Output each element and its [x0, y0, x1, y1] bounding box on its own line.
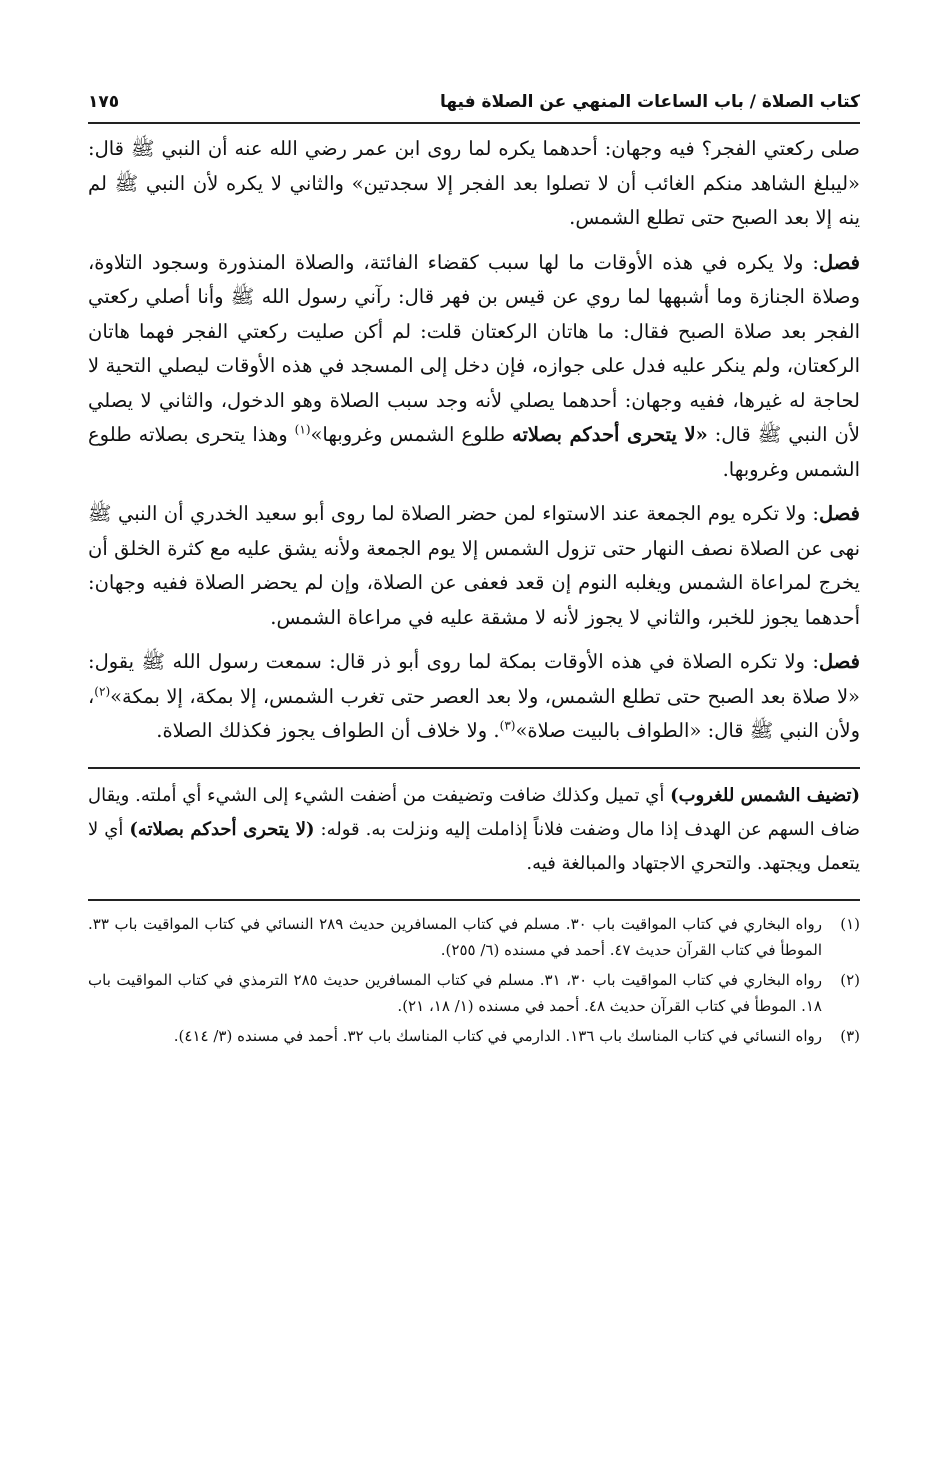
footnote-ref[interactable]: (٢) — [94, 684, 111, 698]
paragraph-text: : ولا يكره في هذه الأوقات ما لها سبب كقضاء الفائتة، والصلاة المنذورة وسجود التلاوة، وصلاة الجنازة وما أشبهها لما روي عن قيس بن فهر قال: رآني رسول الله ﷺ وأنا أصلي ركعتي الفجر بعد صلاة الصبح فقال: ما هاتان الركعتان قلت: لم أكن صليت ركعتي الفجر فهما هاتان الركعتان، ولم ينكر عليه فدل على جوازه، فإن دخل إلى المسجد في هذه الأوقات ليصلي التحية لا لحاجة له غيرها، ففيه وجهان: أحدهما يصلي لأنه وجد سبب الصلاة وهو الدخول، والثاني لا يصلي لأن النبي ﷺ قال: — [88, 250, 860, 446]
paragraph-text: . ولا خلاف أن الطواف يجوز فكذلك الصلاة. — [156, 719, 500, 742]
paragraph — [88, 246, 860, 488]
running-header — [88, 92, 860, 124]
footnote-text: رواه البخاري في كتاب المواقيت باب ٣٠. مسلم في كتاب المسافرين حديث ٢٨٩ النسائي في كتاب المواقيت باب ٣٣. الموطأ في كتاب القرآن حديث ٤٧. أحمد في مسنده (٦/ ٢٥٥). — [88, 914, 823, 959]
footnote-text: رواه النسائي في كتاب المناسك باب ١٣٦. الدارمي في كتاب المناسك باب ٣٢. أحمد في مسنده (٣/ ٤١٤). — [173, 1026, 822, 1045]
paragraph — [88, 497, 860, 635]
paragraph-text: وهذا يتحرى بصلاته طلوع الشمس وغروبها. — [88, 423, 860, 481]
main-text — [88, 132, 860, 749]
section-lead: فصل — [819, 502, 860, 525]
paragraph — [88, 645, 860, 749]
footnote-number: (١) — [840, 914, 861, 933]
footnote-number: (٢) — [840, 970, 861, 989]
gloss-term: (لا يتحرى أحدكم بصلاته) — [129, 818, 315, 840]
footnote — [88, 967, 860, 1019]
paragraph-text: : ولا تكره يوم الجمعة عند الاستواء لمن حضر الصلاة لما روى أبو سعيد الخدري أن النبي ﷺ نهى عن الصلاة نصف النهار حتى تزول الشمس إلا يوم الجمعة ولأنه يشق عليه مع كثرة الخلق أن يخرج لمراعاة الشمس ويغلبه النوم إن قعد فعفى عن الصلاة، وإن لم يحضر الصلاة ففيه وجهان: أحدهما يجوز للخبر، والثاني لا يجوز لأنه لا مشقة عليه في مراعاة الشمس. — [88, 502, 860, 629]
paragraph-text: : ولا تكره الصلاة في هذه الأوقات بمكة لما روى أبو ذر قال: سمعت رسول الله ﷺ يقول: «لا صلاة بعد الصبح حتى تطلع الشمس، ولا بعد العصر حتى تغرب الشمس، إلا بمكة، إلا بمكة» — [88, 650, 860, 708]
paragraph-text: طلوع الشمس وغروبها» — [310, 423, 513, 446]
footnote-text: رواه البخاري في كتاب المواقيت باب ٣٠، ٣١. مسلم في كتاب المسافرين حديث ٢٨٥ الترمذي في كتاب المواقيت باب ١٨. الموطأ في كتاب القرآن حديث ٤٨. أحمد في مسنده (١/ ١٨، ٢١). — [88, 970, 823, 1015]
paragraph-text: صلى ركعتي الفجر؟ فيه وجهان: أحدهما يكره لما روى ابن عمر رضي الله عنه أن النبي ﷺ قال: «ليبلغ الشاهد منكم الغائب أن لا تصلوا بعد الفجر إلا سجدتين» والثاني لا يكره لأن النبي ﷺ لم ينه إلا بعد الصبح حتى تطلع الشمس. — [88, 137, 860, 229]
gloss-term: (تضيف الشمس للغروب) — [670, 784, 861, 806]
footnote-ref[interactable]: (٣) — [499, 718, 516, 733]
section-lead: فصل — [819, 650, 860, 673]
divider — [88, 767, 860, 769]
chapter-title: كتاب الصلاة / باب الساعات المنهي عن الصلاة فيها — [439, 92, 860, 112]
page-number: ١٧٥ — [88, 92, 120, 112]
gloss-text: أي تميل وكذلك ضافت وتضيفت من أضفت الشيء إلى الشيء أي أملته. ويقال ضاف السهم عن الهدف إذا مال وضفت فلاناً إذاملت إليه ونزلت به. قوله: — [88, 784, 860, 840]
hadith-bold: «لا يتحرى أحدكم بصلاته — [512, 423, 708, 446]
paragraph — [88, 132, 860, 236]
footnote — [88, 911, 860, 963]
footnotes — [88, 911, 860, 1049]
book-page — [88, 92, 860, 1053]
footnote-number: (٣) — [840, 1026, 860, 1045]
footnote-ref[interactable]: (١) — [294, 422, 311, 437]
gloss-text: أي لا يتعمل ويجتهد. والتحري الاجتهاد والمبالغة فيه. — [88, 818, 860, 874]
section-lead: فصل — [819, 250, 860, 274]
footnote — [88, 1023, 860, 1049]
divider — [88, 899, 860, 901]
glossary-notes — [88, 779, 860, 881]
paragraph-text: ، ولأن النبي ﷺ قال: «الطواف بالبيت صلاة» — [88, 684, 860, 742]
